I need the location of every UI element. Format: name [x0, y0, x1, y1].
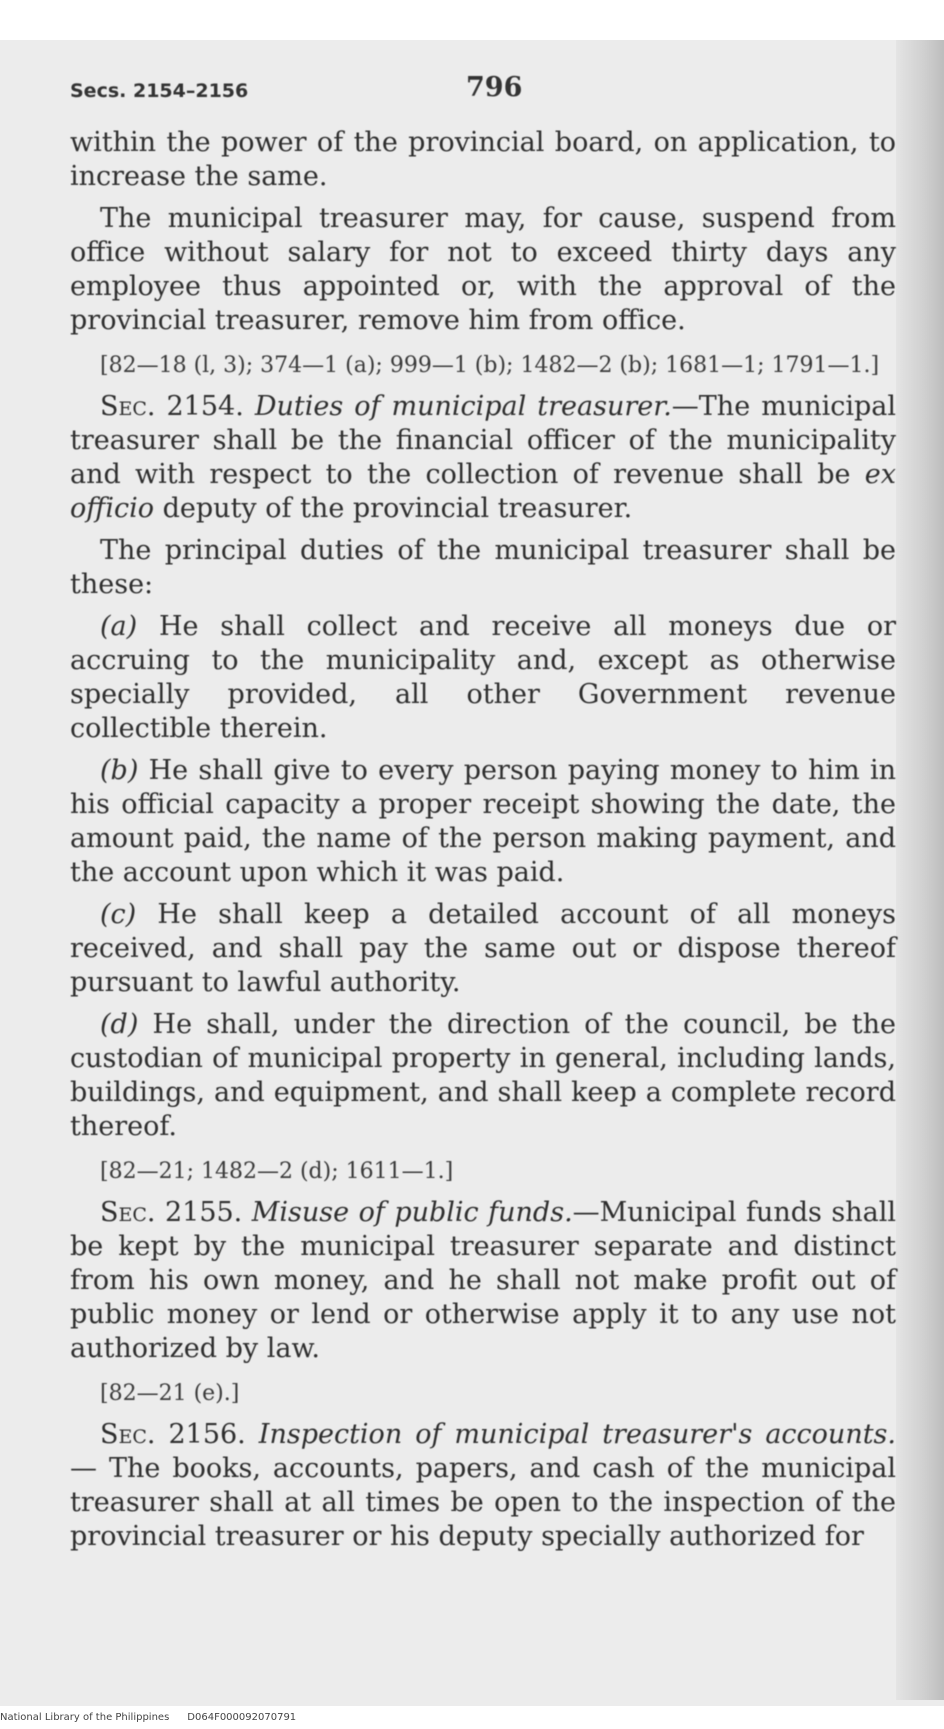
duty-c-text: He shall keep a detailed account of all moneys received, and shall pay the same out or dispose thereof pursuant to lawful authority.: [70, 899, 896, 998]
duty-item-b: [70, 754, 896, 890]
duty-item-c: [70, 898, 896, 1000]
section-2154-ex-officio: ex officio: [70, 459, 896, 524]
section-2154: [70, 390, 896, 526]
section-2154-title: Duties of municipal treasurer.: [254, 391, 672, 422]
paragraph-suspension: The municipal treasurer may, for cause, suspend from office without salary for not to exceed thirty days any employee thus appointed or, with the approval of the provincial treasurer, remove him from office.: [70, 203, 896, 336]
scan-top-margin: [0, 0, 944, 40]
section-2155: [70, 1196, 896, 1366]
section-2154-label: Sec. 2154.: [100, 391, 244, 422]
footer-code: D064F000092070791: [187, 1712, 297, 1723]
page-content: [70, 70, 896, 1554]
duty-d-text: He shall, under the direction of the council, be the custodian of municipal property in general, including lands, buildings, and equipment, and shall keep a complete record thereof.: [70, 1009, 896, 1142]
section-2155-label: Sec. 2155.: [100, 1197, 243, 1228]
section-2156-label: Sec. 2156.: [100, 1419, 246, 1450]
running-head-sections: Secs. 2154–2156: [70, 80, 249, 102]
duty-b-text: He shall give to every person paying money to him in his official capacity a proper receipt showing the date, the amount paid, the name of the person making payment, and the account upon which it was paid.: [70, 755, 896, 888]
section-2156-text: — The books, accounts, papers, and cash of the municipal treasurer shall at all times be open to the inspection of the provincial treasurer or his deputy specially authorized for: [70, 1453, 896, 1552]
scan-footer: [0, 1712, 296, 1723]
section-2156-title: Inspection of municipal treasurer's accounts.: [258, 1419, 896, 1450]
citation-3: [82—21 (e).]: [100, 1381, 240, 1406]
paragraph-continuation: within the power of the provincial board, on application, to increase the same.: [70, 127, 896, 192]
section-2155-title: Misuse of public funds.: [251, 1197, 573, 1228]
footer-library: National Library of the Philippines: [0, 1712, 170, 1723]
section-2156: [70, 1418, 896, 1554]
section-2154-text-a: —The municipal treasurer shall be the financial officer of the municipality and with respect to the collection of revenue shall be: [70, 391, 896, 490]
duty-d-marker: (d): [100, 1009, 139, 1040]
citation-1: [82—18 (l, 3); 374—1 (a); 999—1 (b); 1482—2 (b); 1681—1; 1791—1.]: [100, 353, 880, 378]
duty-a-marker: (a): [100, 611, 138, 642]
duty-b-marker: (b): [100, 755, 139, 786]
page-header: [70, 70, 896, 116]
duty-item-a: [70, 610, 896, 746]
section-2155-text: —Municipal funds shall be kept by the municipal treasurer separate and distinct from his own money, and he shall not make profit out of public money or lend or otherwise apply it to any use not authorized by law.: [70, 1197, 896, 1364]
scan-page-edge-shadow: [896, 40, 944, 1700]
duty-a-text: He shall collect and receive all moneys due or accruing to the municipality and, except as otherwise specially provided, all other Government revenue collectible therein.: [70, 611, 896, 744]
citation-2: [82—21; 1482—2 (d); 1611—1.]: [100, 1159, 454, 1184]
page-number: 796: [466, 72, 523, 103]
section-2154-text-b: deputy of the provincial treasurer.: [154, 493, 633, 524]
duty-item-d: [70, 1008, 896, 1144]
duty-c-marker: (c): [100, 899, 137, 930]
paragraph-principal-duties: The principal duties of the municipal treasurer shall be these:: [70, 535, 896, 600]
